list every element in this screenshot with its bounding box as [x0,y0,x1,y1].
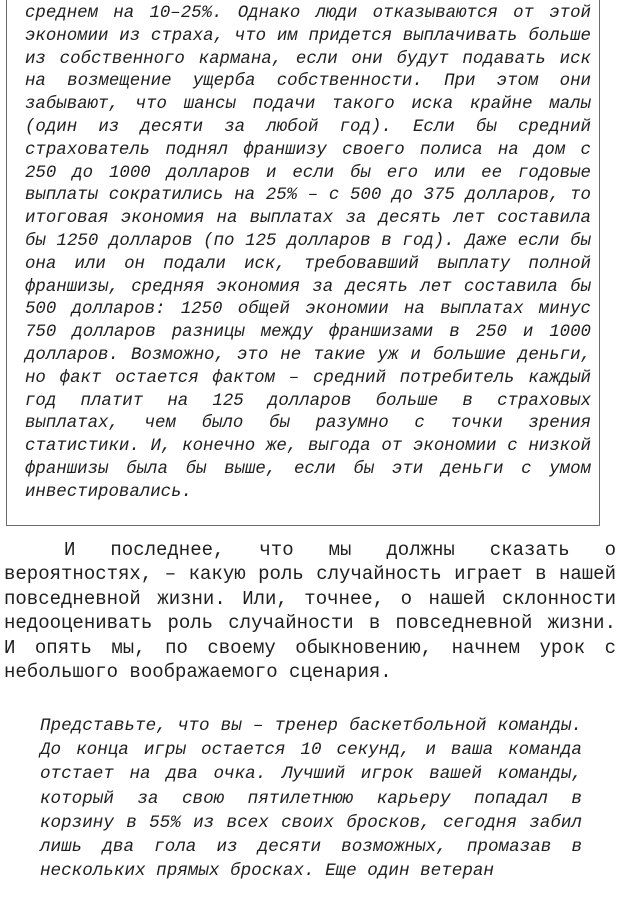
boxed-note-text: среднем на 10–25%. Однако люди отказываются от этой экономии из страха, что им придется выплачивать больше из собственного кармана, если они будут подавать иск на возмещение ущерба собственности. При этом они забывают, что шансы подачи такого иска крайне малы (один из десяти за любой год). Если бы средний страхователь поднял франшизу своего полиса на дом с 250 до 1000 долларов и если бы его или ее годовые выплаты сократились на 25% – с 500 до 375 долларов, то итоговая экономия на выплатах за десять лет составила бы 1250 долларов (по 125 долларов в год). Даже если бы она или он подали иск, требовавший выплату полной франшизы, средняя экономия за десять лет составила бы 500 долларов: 1250 общей экономии на выплатах минус 750 долларов разницы между франшизами в 250 и 1000 долларов. Возможно, это не такие уж и большие деньги, но факт остается фактом – средний потребитель каждый год платит на 125 долларов больше в страховых выплатах, чем было бы разумно с точки зрения статистики. И, конечно же, выгода от экономии с низкой франшизы была бы выше, если бы эти деньги с умом инвестировались. [25,4,591,502]
scenario-quote: Представьте, что вы – тренер баскетбольной команды. До конца игры остается 10 секунд, и ваша команда отстает на два очка. Лучший игрок вашей команды, который за свою пятилетнюю карьеру попадал в корзину в 55% из всех своих бросков, сегодня забил лишь два гола из десяти возможных, промазав в нескольких прямых бросках. Еще один ветеран [40,716,582,882]
boxed-sidebar-note [6,0,600,526]
body-paragraph: И последнее, что мы должны сказать о вероятностях, – какую роль случайность играет в нашей повседневной жизни. Или, точнее, о нашей склонности недооценивать роль случайности в повседневной жизни. И опять мы, по своему обыкновению, начнем урок с небольшого воображаемого сценария. [4,539,616,684]
